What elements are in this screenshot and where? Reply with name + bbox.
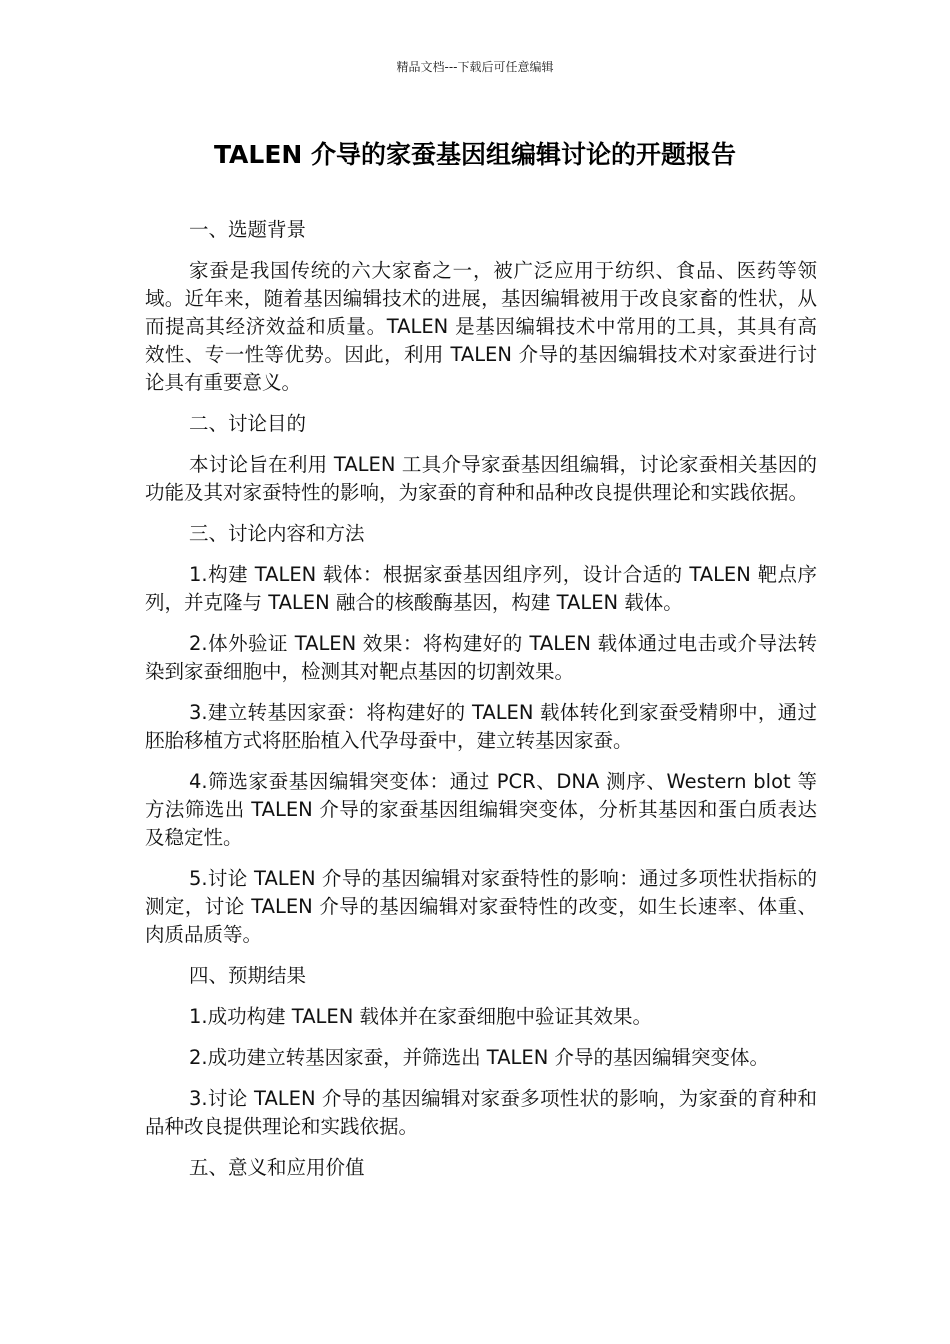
result-item-2: 2.成功建立转基因家蚕，并筛选出 TALEN 介导的基因编辑突变体。 — [189, 1046, 770, 1069]
method-item-4: 4.筛选家蚕基因编辑突变体：通过 PCR、DNA 测序、Western blot 等方法筛选出 TALEN 介导的家蚕基因组编辑突变体，分析其基因和蛋白质表达及稳定性。 — [145, 770, 817, 849]
result-item-3: 3.讨论 TALEN 介导的基因编辑对家蚕多项性状的影响，为家蚕的育种和品种改良提供理论和实践依据。 — [145, 1087, 817, 1138]
section-heading-methods: 三、讨论内容和方法 — [189, 522, 365, 545]
paragraph-background: 家蚕是我国传统的六大家畜之一，被广泛应用于纺织、食品、医药等领域。近年来，随着基因编辑技术的进展，基因编辑被用于改良家畜的性状，从而提高其经济效益和质量。TALEN 是基因编辑技术中常用的工具，其具有高效性、专一性等优势。因此，利用 TALEN 介导的基因编辑技术对家蚕进行讨论具有重要意义。 — [145, 259, 817, 394]
section-heading-background: 一、选题背景 — [189, 218, 307, 241]
method-item-3: 3.建立转基因家蚕：将构建好的 TALEN 载体转化到家蚕受精卵中，通过胚胎移植方式将胚胎植入代孕母蚕中，建立转基因家蚕。 — [145, 701, 817, 752]
paragraph-purpose: 本讨论旨在利用 TALEN 工具介导家蚕基因组编辑，讨论家蚕相关基因的功能及其对家蚕特性的影响，为家蚕的育种和品种改良提供理论和实践依据。 — [145, 453, 817, 504]
section-heading-significance: 五、意义和应用价值 — [189, 1156, 365, 1179]
section-heading-purpose: 二、讨论目的 — [189, 412, 307, 435]
document-title: TALEN 介导的家蚕基因组编辑讨论的开题报告 — [213, 140, 737, 169]
section-heading-expected-results: 四、预期结果 — [189, 964, 307, 987]
method-item-1: 1.构建 TALEN 载体：根据家蚕基因组序列，设计合适的 TALEN 靶点序列，并克隆与 TALEN 融合的核酸酶基因，构建 TALEN 载体。 — [145, 563, 817, 614]
document-body — [145, 216, 817, 1195]
method-item-2: 2.体外验证 TALEN 效果：将构建好的 TALEN 载体通过电击或介导法转染到家蚕细胞中，检测其对靶点基因的切割效果。 — [145, 632, 817, 683]
result-item-1: 1.成功构建 TALEN 载体并在家蚕细胞中验证其效果。 — [189, 1005, 653, 1028]
method-item-5: 5.讨论 TALEN 介导的基因编辑对家蚕特性的影响：通过多项性状指标的测定，讨论 TALEN 介导的基因编辑对家蚕特性的改变，如生长速率、体重、肉质品质等。 — [145, 867, 817, 946]
header-note: 精品文档---下载后可任意编辑 — [396, 60, 554, 74]
